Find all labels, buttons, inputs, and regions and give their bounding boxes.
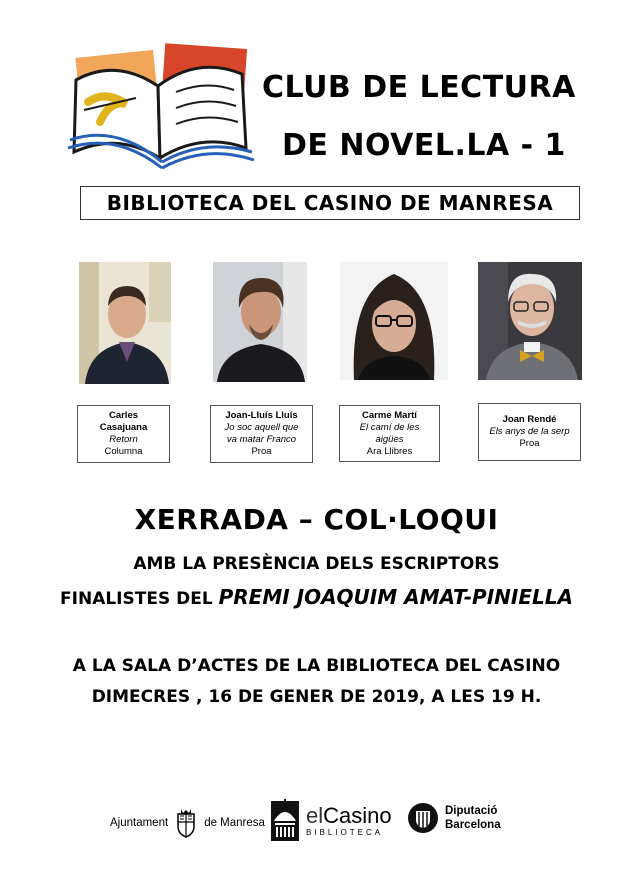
casino-name: Casino	[323, 803, 392, 828]
casino-el: el	[306, 803, 324, 828]
open-book-logo	[66, 40, 256, 170]
author-photo-joan-rende	[478, 262, 582, 380]
publisher: Proa	[519, 438, 540, 449]
book-title: El camí de les	[359, 421, 420, 433]
author-card-joan-lluis-lluis	[210, 405, 313, 463]
book-title: Retorn	[109, 434, 138, 445]
publisher: Proa	[251, 446, 272, 457]
title-line-2: DE NOVEL.LA - 1	[282, 128, 566, 163]
ajuntament-manresa-logo	[110, 808, 265, 838]
event-location: A LA SALA D’ACTES DE LA BIBLIOTECA DEL CASINO	[72, 656, 561, 676]
diputacio-label: Diputació	[445, 805, 498, 817]
event-heading: XERRADA – COL·LOQUI	[134, 503, 499, 536]
ajuntament-label: Ajuntament	[110, 817, 169, 829]
publisher: Ara Llibres	[366, 445, 413, 457]
library-banner: BIBLIOTECA DEL CASINO DE MANRESA	[80, 186, 580, 220]
book-title: aigües	[375, 433, 404, 445]
event-datetime: DIMECRES , 16 DE GENER DE 2019, A LES 19 H.	[91, 687, 542, 707]
author-name: Joan Rendé	[502, 414, 557, 425]
publisher: Columna	[104, 446, 143, 457]
author-photo-carles-casajuana	[79, 262, 171, 384]
author-name: Casajuana	[99, 422, 148, 433]
book-title: va matar Franco	[226, 434, 297, 445]
title-line-1: CLUB DE LECTURA	[262, 70, 576, 105]
award-name: PREMI JOAQUIM AMAT-PINIELLA	[218, 585, 573, 609]
author-card-joan-rende	[478, 403, 581, 461]
casino-building-icon	[270, 797, 300, 845]
barcelona-label: Barcelona	[445, 819, 501, 831]
manresa-shield-icon	[174, 808, 198, 838]
author-name: Joan-Lluís Lluís	[225, 410, 298, 421]
author-photo-carme-marti	[340, 262, 448, 380]
book-title: Jo soc aquell que	[224, 422, 299, 433]
author-card-carme-marti	[339, 405, 440, 462]
diputacio-emblem-icon	[407, 802, 439, 834]
casino-subtitle: BIBLIOTECA	[306, 828, 384, 837]
author-name: Carles	[108, 410, 139, 421]
event-line-1: AMB LA PRESÈNCIA DELS ESCRIPTORS	[133, 554, 500, 574]
event-line-2	[0, 585, 633, 609]
diputacio-barcelona-logo	[407, 800, 501, 836]
el-casino-logo	[270, 797, 392, 845]
author-photo-joan-lluis-lluis	[213, 262, 307, 382]
book-title: Els anys de la serp	[489, 426, 570, 437]
event-line-2-prefix: FINALISTES DEL	[60, 589, 219, 609]
author-card-carles-casajuana	[77, 405, 170, 463]
author-name: Carme Martí	[362, 409, 417, 421]
manresa-label: de Manresa	[204, 817, 265, 829]
